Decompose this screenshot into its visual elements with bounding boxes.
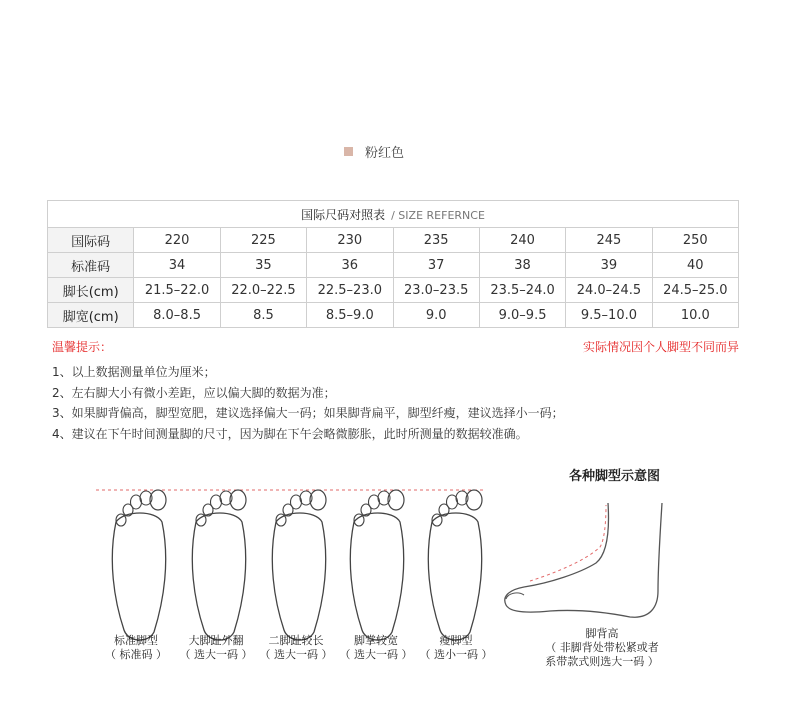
table-cell: 39	[566, 253, 652, 278]
foot-label-wide	[336, 634, 416, 662]
tips-disclaimer: 实际情况因个人脚型不同而异	[582, 340, 739, 354]
foot-type-name: 大脚趾外翻	[188, 634, 244, 647]
table-cell: 34	[134, 253, 220, 278]
tips-label: 温馨提示：	[52, 340, 113, 354]
foot-type-name: 二脚趾较长	[268, 634, 324, 647]
table-cell: 37	[393, 253, 479, 278]
foot-type-advice: （ 选小一码 ）	[419, 648, 493, 661]
tip-item: 3、如果脚背偏高，脚型宽肥，建议选择偏大一码；如果脚背扁平，脚型纤瘦，建议选择小一码；	[52, 406, 564, 420]
foot-type-advice: （ 选大一码 ）	[179, 648, 253, 661]
tip-item: 2、左右脚大小有微小差距，应以偏大脚的数据为准；	[52, 385, 336, 400]
high-instep-title: 脚背高	[585, 627, 619, 640]
table-cell: 24.0–24.5	[566, 278, 652, 303]
table-cell: 235	[393, 228, 479, 253]
high-instep-note-1: （ 非脚背处带松紧或者	[545, 641, 659, 654]
table-row	[48, 278, 739, 303]
row-header: 国际码	[48, 228, 134, 253]
table-cell: 23.0–23.5	[393, 278, 479, 303]
color-swatch	[344, 147, 353, 156]
foot-type-advice: （ 选大一码 ）	[339, 648, 413, 661]
foot-type-name: 标准脚型	[114, 634, 158, 647]
tip-item: 4、建议在下午时间测量脚的尺寸，因为脚在下午会略微膨胀，此时所测量的数据较准确。	[52, 426, 528, 441]
table-cell: 35	[220, 253, 306, 278]
table-cell: 250	[652, 228, 738, 253]
table-cell: 230	[307, 228, 393, 253]
row-header: 脚宽(cm)	[48, 303, 134, 328]
size-chart-table	[47, 200, 739, 328]
foot-icon-bunion	[192, 490, 246, 640]
table-row	[48, 253, 739, 278]
table-cell: 10.0	[652, 303, 738, 328]
table-title-cell	[48, 201, 739, 228]
foot-label-bunion	[176, 634, 256, 662]
table-cell: 22.0–22.5	[220, 278, 306, 303]
foot-label-slim	[416, 634, 496, 662]
table-cell: 38	[479, 253, 565, 278]
foot-type-advice: （ 标准码 ）	[105, 648, 167, 661]
foot-icon-long-second-toe	[272, 490, 326, 640]
table-cell: 8.5–9.0	[307, 303, 393, 328]
foot-icon-slim	[428, 490, 482, 640]
table-cell: 24.5–25.0	[652, 278, 738, 303]
table-row	[48, 228, 739, 253]
foot-label-standard	[96, 634, 176, 662]
color-label: 粉红色	[365, 146, 405, 161]
table-cell: 23.5–24.0	[479, 278, 565, 303]
table-cell: 9.0	[393, 303, 479, 328]
table-cell: 8.0–8.5	[134, 303, 220, 328]
table-title: 国际尺码对照表	[301, 207, 386, 222]
color-option[interactable]	[344, 142, 404, 161]
table-cell: 36	[307, 253, 393, 278]
tips-list	[52, 362, 564, 444]
high-instep-illustration	[500, 495, 670, 625]
foot-label-long-second-toe	[256, 634, 336, 662]
table-title-row	[48, 201, 739, 228]
foot-type-name: 瘦脚型	[439, 634, 473, 647]
table-cell: 245	[566, 228, 652, 253]
high-instep-label	[527, 627, 677, 669]
table-cell: 240	[479, 228, 565, 253]
table-cell: 22.5–23.0	[307, 278, 393, 303]
table-cell: 21.5–22.0	[134, 278, 220, 303]
diagram-title: 各种脚型示意图	[569, 469, 661, 484]
table-cell: 220	[134, 228, 220, 253]
table-cell: 225	[220, 228, 306, 253]
tip-item: 1、以上数据测量单位为厘米；	[52, 365, 216, 379]
foot-icon-standard	[112, 490, 166, 640]
table-subtitle: / SIZE REFERNCE	[391, 208, 485, 222]
table-cell: 40	[652, 253, 738, 278]
foot-icon-wide	[350, 490, 404, 640]
table-row	[48, 303, 739, 328]
table-cell: 8.5	[220, 303, 306, 328]
row-header: 脚长(cm)	[48, 278, 134, 303]
foot-type-advice: （ 选大一码 ）	[259, 648, 333, 661]
high-instep-note-2: 系带款式则选大一码 ）	[545, 655, 659, 668]
table-cell: 9.0–9.5	[479, 303, 565, 328]
row-header: 标准码	[48, 253, 134, 278]
table-cell: 9.5–10.0	[566, 303, 652, 328]
foot-type-name: 脚掌较宽	[354, 634, 398, 647]
